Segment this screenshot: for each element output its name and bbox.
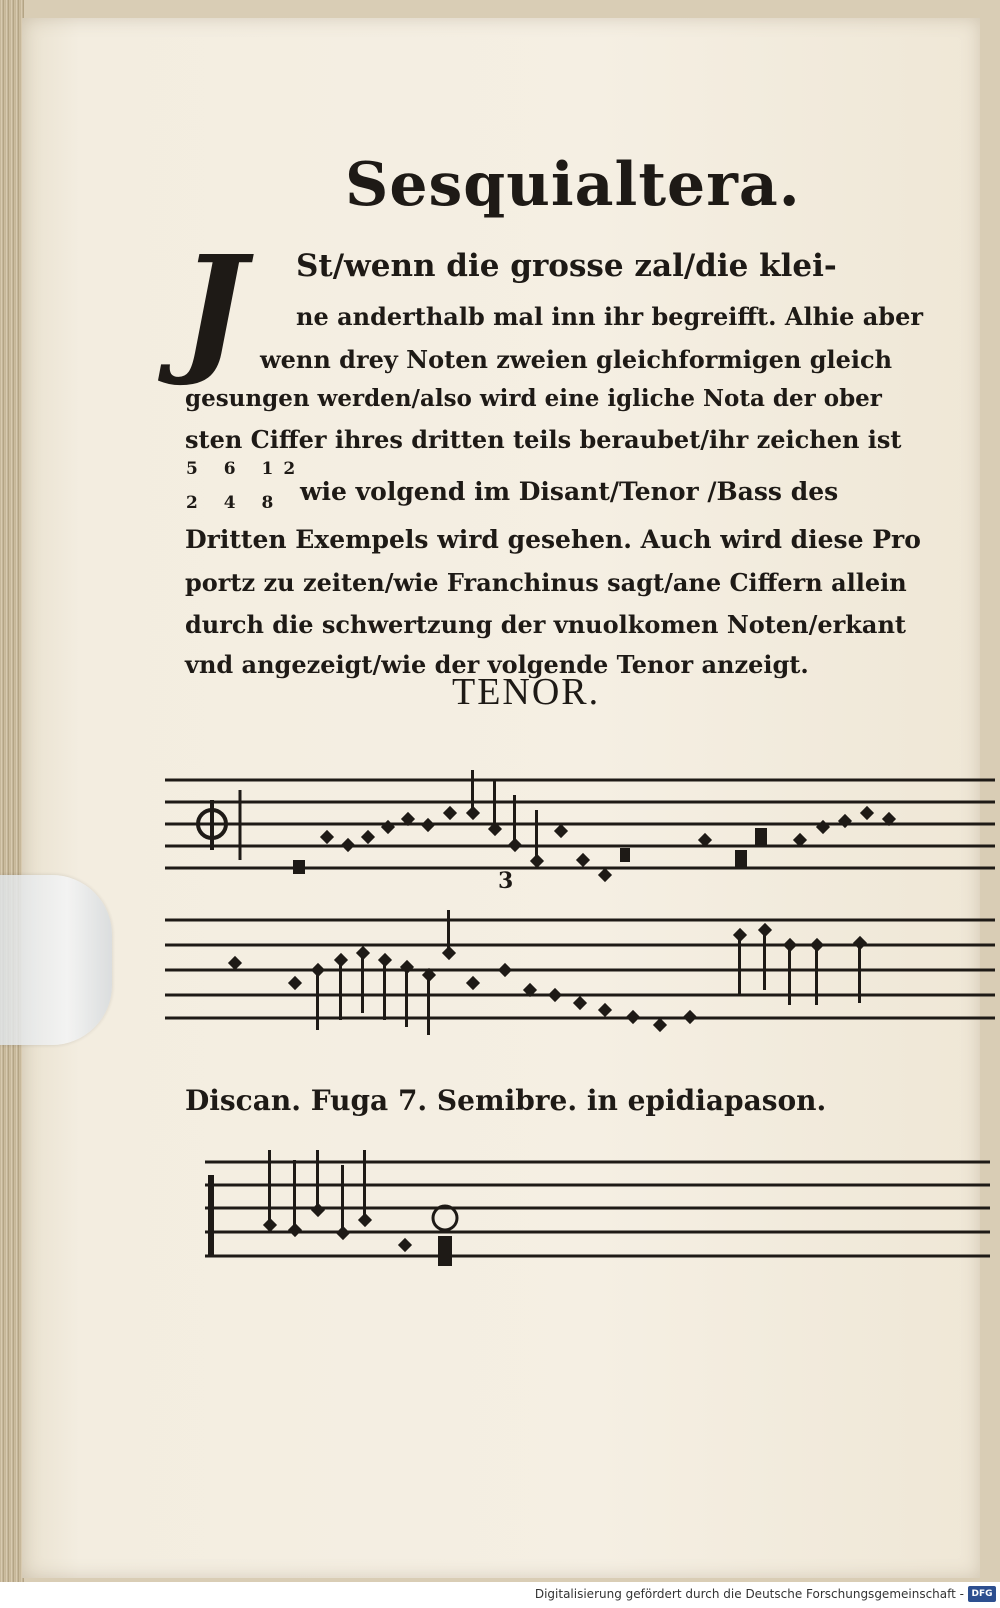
page-title: Sesquialtera. <box>345 150 801 220</box>
text-line-9: durch die schwertzung der vnuolkomen Noten/erkant <box>185 610 906 639</box>
text-line-1: St/wenn die grosse zal/die klei- <box>296 248 837 284</box>
text-line-4: gesungen werden/also wird eine igliche Nota der ober <box>185 385 882 412</box>
drop-cap-initial: J <box>180 226 247 390</box>
tenor-notes-2 <box>228 910 867 1035</box>
tenor-notes-1 <box>293 770 896 882</box>
fermata-mark <box>433 1206 457 1230</box>
text-line-3: wenn drey Noten zweien gleichformigen gleich <box>260 345 893 374</box>
footer-credit: Digitalisierung gefördert durch die Deutsche Forschungsgemeinschaft - <box>534 1587 964 1601</box>
text-line-5: sten Ciffer ihres dritten teils beraubet/ihr zeichen ist <box>185 425 902 454</box>
text-line-7: Dritten Exempels wird gesehen. Auch wird diese Pro <box>185 525 921 554</box>
discan-caption: Discan. Fuga 7. Semibre. in epidiapason. <box>185 1084 827 1117</box>
footer-bar <box>0 1582 1000 1608</box>
triplet-numeral: 3 <box>498 868 514 894</box>
proportion-denominators: 2 4 8 <box>186 493 284 513</box>
text-line-8: portz zu zeiten/wie Franchinus sagt/ane Ciffern allein <box>185 568 907 597</box>
text-line-10: vnd angezeigt/wie der volgende Tenor anzeigt. <box>185 650 809 679</box>
tenor-staff-1 <box>165 780 995 868</box>
text-line-6: wie volgend im Disant/Tenor /Bass des <box>300 477 839 506</box>
proportion-numerators: 5 6 12 <box>186 459 306 479</box>
tenor-heading: TENOR. <box>452 671 601 713</box>
dfg-logo: DFG <box>968 1586 996 1602</box>
text-line-2: ne anderthalb mal inn ihr begreifft. Alhie aber <box>296 302 923 331</box>
